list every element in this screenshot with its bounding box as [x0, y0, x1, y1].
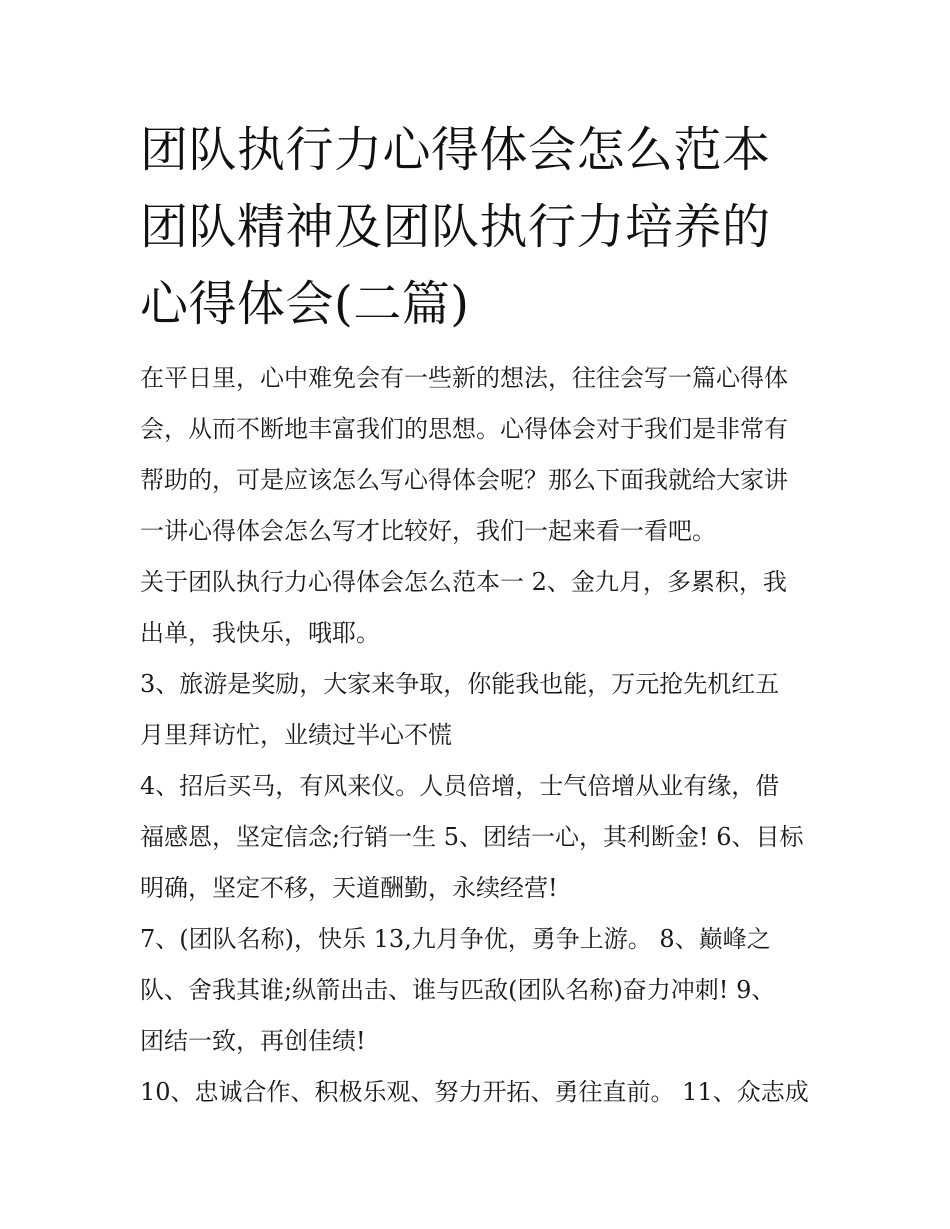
- body-text-line: 帮助的，可是应该怎么写心得体会呢？那么下面我就给大家讲: [140, 466, 788, 494]
- body-text-line: 在平日里，心中难免会有一些新的想法，往往会写一篇心得体: [140, 364, 788, 392]
- document-body: [140, 353, 820, 1118]
- document-title: [140, 112, 820, 343]
- title-line: 团队执行力心得体会怎么范本: [140, 122, 771, 178]
- title-line: 心得体会(二篇): [140, 276, 470, 332]
- body-text-line: 3、旅游是奖励，大家来争取，你能我也能，万元抢先机红五: [140, 670, 780, 698]
- body-text-line: 出单，我快乐，哦耶。: [140, 619, 380, 647]
- body-text-line: 7、(团队名称)，快乐 13,九月争优，勇争上游。 8、巅峰之: [140, 925, 771, 953]
- body-text-line: 4、招后买马，有风来仪。人员倍增，士气倍增从业有缘，借: [140, 772, 780, 800]
- body-text-line: 关于团队执行力心得体会怎么范本一 2、金九月，多累积，我: [140, 568, 787, 596]
- body-text-line: 月里拜访忙，业绩过半心不慌: [140, 721, 452, 749]
- body-text-line: 10、忠诚合作、积极乐观、努力开拓、勇往直前。 11、众志成: [140, 1078, 809, 1106]
- body-text-line: 团结一致，再创佳绩!: [140, 1027, 366, 1055]
- title-line: 团队精神及团队执行力培养的: [140, 199, 771, 255]
- body-text-line: 福感恩，坚定信念;行销一生 5、团结一心，其利断金! 6、目标: [140, 823, 804, 851]
- body-text-line: 一讲心得体会怎么写才比较好，我们一起来看一看吧。: [140, 517, 716, 545]
- body-text-line: 队、舍我其谁;纵箭出击、谁与匹敌(团队名称)奋力冲刺! 9、: [140, 976, 776, 1004]
- body-text-line: 明确，坚定不移，天道酬勤，永续经营!: [140, 874, 558, 902]
- body-text-line: 会，从而不断地丰富我们的思想。心得体会对于我们是非常有: [140, 415, 788, 443]
